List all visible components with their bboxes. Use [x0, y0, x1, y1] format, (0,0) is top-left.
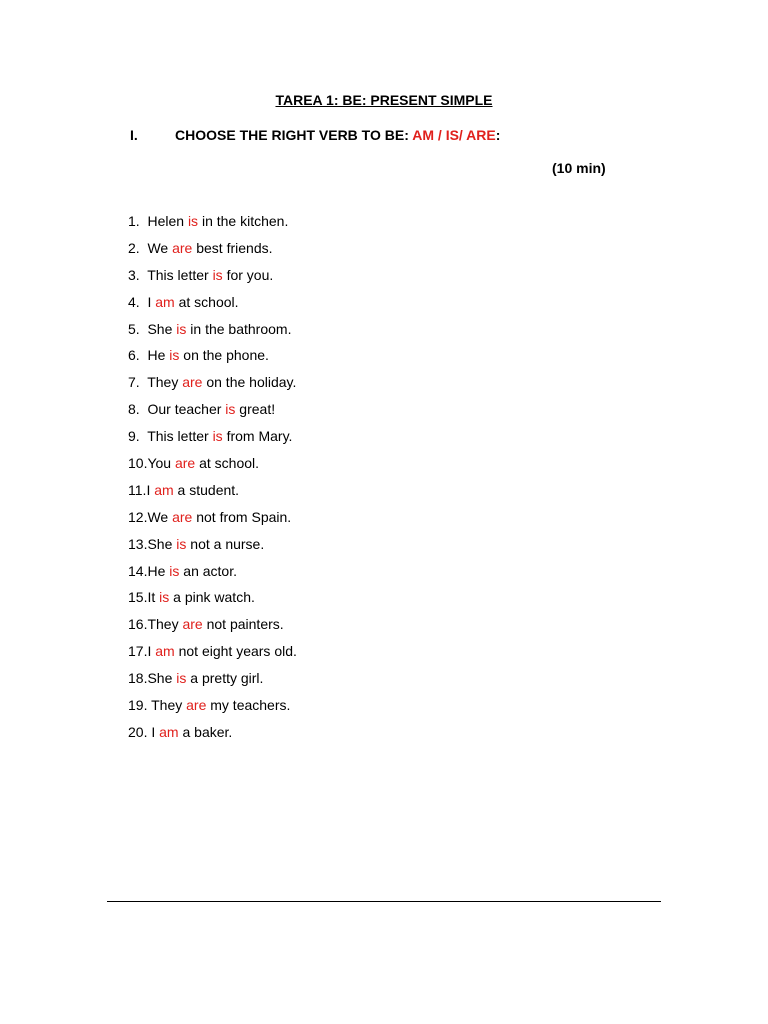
exercise-item	[128, 642, 297, 669]
exercise-text-before: You	[147, 455, 175, 472]
exercise-text-before: She	[147, 535, 177, 552]
exercise-text-before: I	[151, 723, 160, 740]
exercise-text-after: great!	[235, 401, 276, 418]
exercise-text-before: This letter	[147, 428, 213, 445]
exercise-item	[128, 346, 297, 373]
exercise-text-after: at school.	[195, 455, 260, 472]
exercise-text-before: He	[147, 562, 170, 579]
exercise-text-before: She	[147, 320, 177, 337]
exercise-number: 7.	[128, 374, 148, 391]
exercise-item	[128, 373, 297, 400]
exercise-verb: are	[172, 508, 193, 525]
exercise-item	[128, 696, 297, 723]
exercise-item	[128, 615, 297, 642]
exercise-text-after: not painters.	[202, 616, 284, 633]
exercise-number: 5.	[128, 320, 148, 337]
exercise-number: 10.	[128, 455, 148, 472]
exercise-list	[128, 212, 297, 750]
exercise-text-after: a pink watch.	[169, 589, 255, 606]
exercise-text-before: I	[147, 643, 156, 660]
exercise-item	[128, 562, 297, 589]
exercise-verb: is	[187, 213, 199, 229]
exercise-item	[128, 427, 297, 454]
exercise-verb: are	[182, 374, 203, 391]
exercise-text-after: on the phone.	[179, 347, 269, 364]
exercise-number: 13.	[128, 535, 148, 552]
page-title: TAREA 1: BE: PRESENT SIMPLE	[275, 92, 493, 108]
exercise-verb: am	[154, 481, 174, 498]
exercise-number: 12.	[128, 508, 148, 525]
exercise-item	[128, 320, 297, 347]
exercise-item	[128, 508, 297, 535]
exercise-number: 11.	[128, 481, 147, 498]
exercise-verb: is	[159, 589, 170, 606]
exercise-text-after: not from Spain.	[192, 508, 292, 525]
exercise-text-after: at school.	[174, 293, 239, 310]
exercise-text-after: a student.	[173, 481, 240, 498]
exercise-verb: is	[169, 347, 180, 364]
exercise-item	[128, 454, 297, 481]
exercise-verb: is	[176, 320, 187, 337]
exercise-verb: am	[155, 643, 175, 660]
exercise-text-after: an actor.	[179, 562, 237, 579]
exercise-item	[128, 481, 297, 508]
time-limit: (10 min)	[552, 160, 606, 176]
exercise-verb: is	[225, 401, 236, 418]
exercise-text-after: not a nurse.	[186, 535, 265, 552]
exercise-number: 16.	[128, 616, 148, 633]
exercise-number: 20.	[128, 723, 152, 740]
exercise-item	[128, 535, 297, 562]
section-suffix: :	[495, 127, 501, 143]
section-number: I.	[130, 127, 138, 143]
exercise-text-before: They	[147, 374, 183, 391]
exercise-text-before: He	[147, 347, 170, 364]
exercise-number: 14.	[128, 562, 148, 579]
exercise-verb: is	[212, 428, 223, 445]
exercise-number: 15.	[128, 589, 148, 606]
exercise-text-before: This letter	[147, 266, 213, 283]
exercise-text-before: Helen	[147, 213, 188, 229]
exercise-text-after: a baker.	[178, 723, 233, 740]
exercise-verb: is	[176, 670, 187, 687]
exercise-text-before: I	[146, 481, 155, 498]
exercise-number: 19.	[128, 697, 152, 714]
exercise-text-after: not eight years old.	[174, 643, 297, 660]
exercise-verb: are	[182, 616, 203, 633]
exercise-number: 2.	[128, 239, 148, 256]
exercise-text-before: We	[147, 239, 173, 256]
exercise-item	[128, 400, 297, 427]
exercise-item	[128, 212, 297, 239]
exercise-text-after: for you.	[222, 266, 274, 283]
exercise-number: 1.	[128, 213, 148, 229]
exercise-verb: am	[159, 723, 179, 740]
exercise-verb: am	[155, 293, 175, 310]
exercise-item	[128, 669, 297, 696]
exercise-text-after: my teachers.	[206, 697, 291, 714]
exercise-text-before: She	[147, 670, 177, 687]
exercise-text-after: from Mary.	[222, 428, 293, 445]
exercise-number: 8.	[128, 401, 148, 418]
exercise-verb: is	[212, 266, 223, 283]
section-options: AM / IS/ ARE	[412, 127, 496, 143]
exercise-item	[128, 588, 297, 615]
exercise-number: 9.	[128, 428, 148, 445]
exercise-item	[128, 723, 297, 750]
exercise-text-before: They	[147, 616, 183, 633]
exercise-number: 4.	[128, 293, 148, 310]
exercise-item	[128, 239, 297, 266]
exercise-verb: are	[172, 239, 193, 256]
exercise-item	[128, 293, 297, 320]
exercise-text-before: We	[147, 508, 173, 525]
footer-divider	[107, 901, 661, 902]
exercise-verb: are	[174, 455, 196, 472]
exercise-number: 3.	[128, 266, 148, 283]
exercise-text-before: Our teacher	[147, 401, 226, 418]
exercise-item	[128, 266, 297, 293]
exercise-text-after: in the kitchen.	[198, 213, 289, 229]
exercise-text-after: a pretty girl.	[186, 670, 264, 687]
exercise-text-before: I	[147, 293, 156, 310]
exercise-text-before: It	[147, 589, 160, 606]
exercise-text-after: best friends.	[192, 239, 273, 256]
exercise-number: 6.	[128, 347, 148, 364]
exercise-text-after: on the holiday.	[202, 374, 297, 391]
exercise-text-after: in the bathroom.	[186, 320, 292, 337]
section-heading	[130, 126, 500, 144]
exercise-verb: are	[186, 697, 207, 714]
section-instruction: CHOOSE THE RIGHT VERB TO BE:	[175, 127, 413, 143]
exercise-verb: is	[176, 535, 187, 552]
exercise-text-before: They	[151, 697, 187, 714]
exercise-number: 18.	[128, 670, 148, 687]
exercise-number: 17.	[128, 643, 148, 660]
exercise-verb: is	[169, 562, 180, 579]
